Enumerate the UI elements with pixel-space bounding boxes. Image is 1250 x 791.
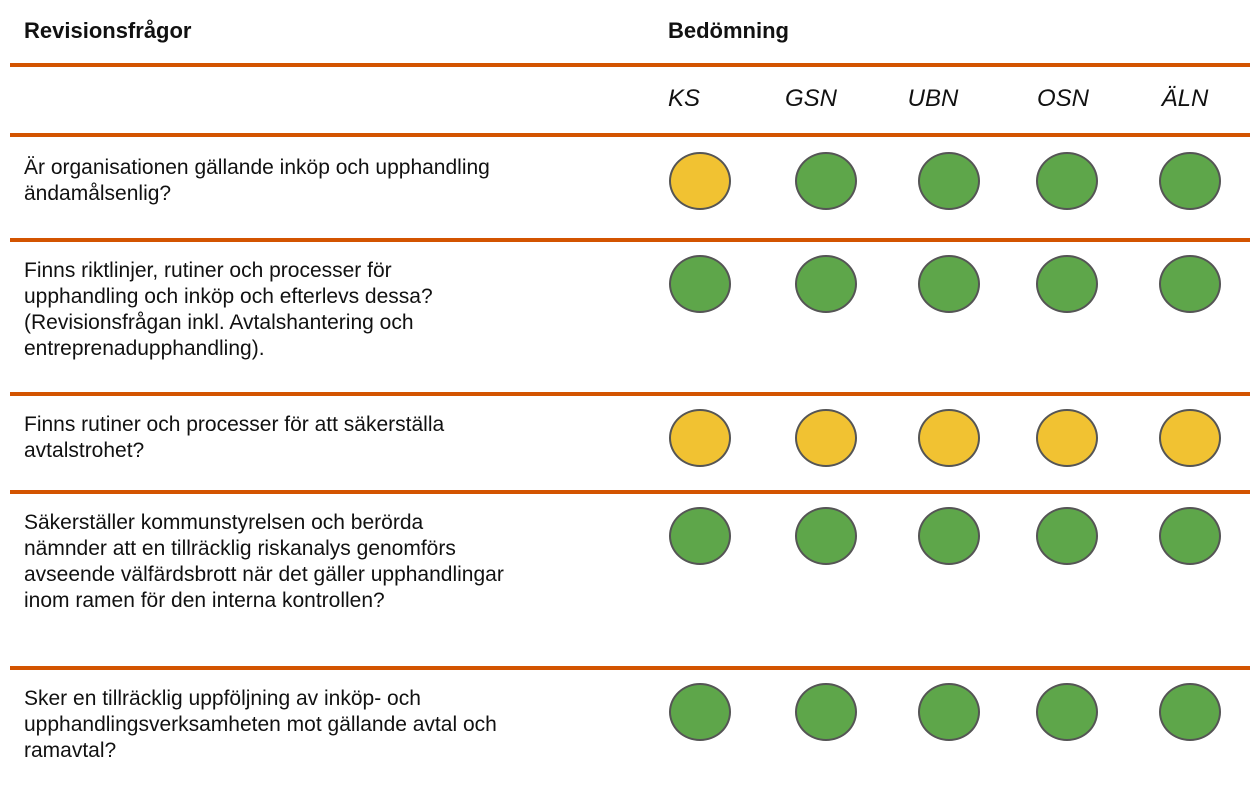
rating-indicator-green — [918, 152, 980, 210]
question-line: avtalstrohet? — [24, 439, 145, 462]
rating-indicator-green — [918, 507, 980, 565]
question-line: Är organisationen gällande inköp och upphandling — [24, 156, 490, 179]
rating-indicator-green — [1159, 683, 1221, 741]
rating-indicator-green — [1159, 152, 1221, 210]
rating-indicator-yellow — [1159, 409, 1221, 467]
rating-indicator-yellow — [669, 409, 731, 467]
rating-indicator-green — [795, 152, 857, 210]
question-text — [24, 510, 624, 614]
questions-column-title: Revisionsfrågor — [24, 18, 192, 43]
rating-indicator-green — [1159, 255, 1221, 313]
header-divider — [10, 63, 1250, 67]
question-line: Finns riktlinjer, rutiner och processer för — [24, 259, 392, 282]
rating-indicator-green — [669, 683, 731, 741]
table-row — [0, 238, 1250, 392]
column-header-ubn: UBN — [907, 85, 959, 112]
rating-indicator-green — [1036, 507, 1098, 565]
question-line: ramavtal? — [24, 739, 117, 762]
rating-indicator-green — [918, 255, 980, 313]
question-line: Säkerställer kommunstyrelsen och berörda — [24, 511, 424, 534]
rating-indicator-green — [1159, 507, 1221, 565]
question-line: avseende välfärdsbrott när det gäller upphandlingar — [24, 563, 504, 586]
rating-indicator-green — [795, 683, 857, 741]
question-line: nämnder att en tillräcklig riskanalys genomförs — [24, 537, 456, 560]
rating-indicator-yellow — [795, 409, 857, 467]
question-line: inom ramen för den interna kontrollen? — [24, 589, 385, 612]
question-line: upphandlingsverksamheten mot gällande avtal och — [24, 713, 497, 736]
question-line: entreprenadupphandling). — [24, 337, 265, 360]
column-headers — [0, 85, 1250, 121]
table-row — [0, 490, 1250, 666]
question-line: Finns rutiner och processer för att säkerställa — [24, 413, 445, 436]
rating-indicator-green — [669, 507, 731, 565]
rating-indicator-green — [918, 683, 980, 741]
rating-indicator-green — [795, 255, 857, 313]
table-row — [0, 392, 1250, 490]
table-row — [0, 135, 1250, 238]
rating-indicator-green — [1036, 683, 1098, 741]
column-header-aln: ÄLN — [1161, 85, 1209, 112]
rating-indicator-green — [1036, 255, 1098, 313]
table-header — [24, 0, 1250, 64]
column-header-ks: KS — [667, 85, 700, 112]
rating-indicator-yellow — [669, 152, 731, 210]
question-line: (Revisionsfrågan inkl. Avtalshantering och — [24, 311, 414, 334]
rating-indicator-green — [795, 507, 857, 565]
question-text — [24, 686, 624, 764]
table-row — [0, 666, 1250, 791]
question-text — [24, 412, 624, 464]
rating-indicator-yellow — [1036, 409, 1098, 467]
rating-indicator-green — [669, 255, 731, 313]
column-header-gsn: GSN — [784, 85, 837, 112]
question-line: ändamålsenlig? — [24, 182, 172, 205]
column-header-osn: OSN — [1036, 85, 1089, 112]
question-text — [24, 258, 624, 362]
assessment-column-title: Bedömning — [668, 18, 789, 43]
question-text — [24, 155, 624, 207]
rating-indicator-yellow — [918, 409, 980, 467]
question-line: Sker en tillräcklig uppföljning av inköp- och — [24, 687, 421, 710]
question-line: upphandling och inköp och efterlevs dessa? — [24, 285, 433, 308]
rating-indicator-green — [1036, 152, 1098, 210]
